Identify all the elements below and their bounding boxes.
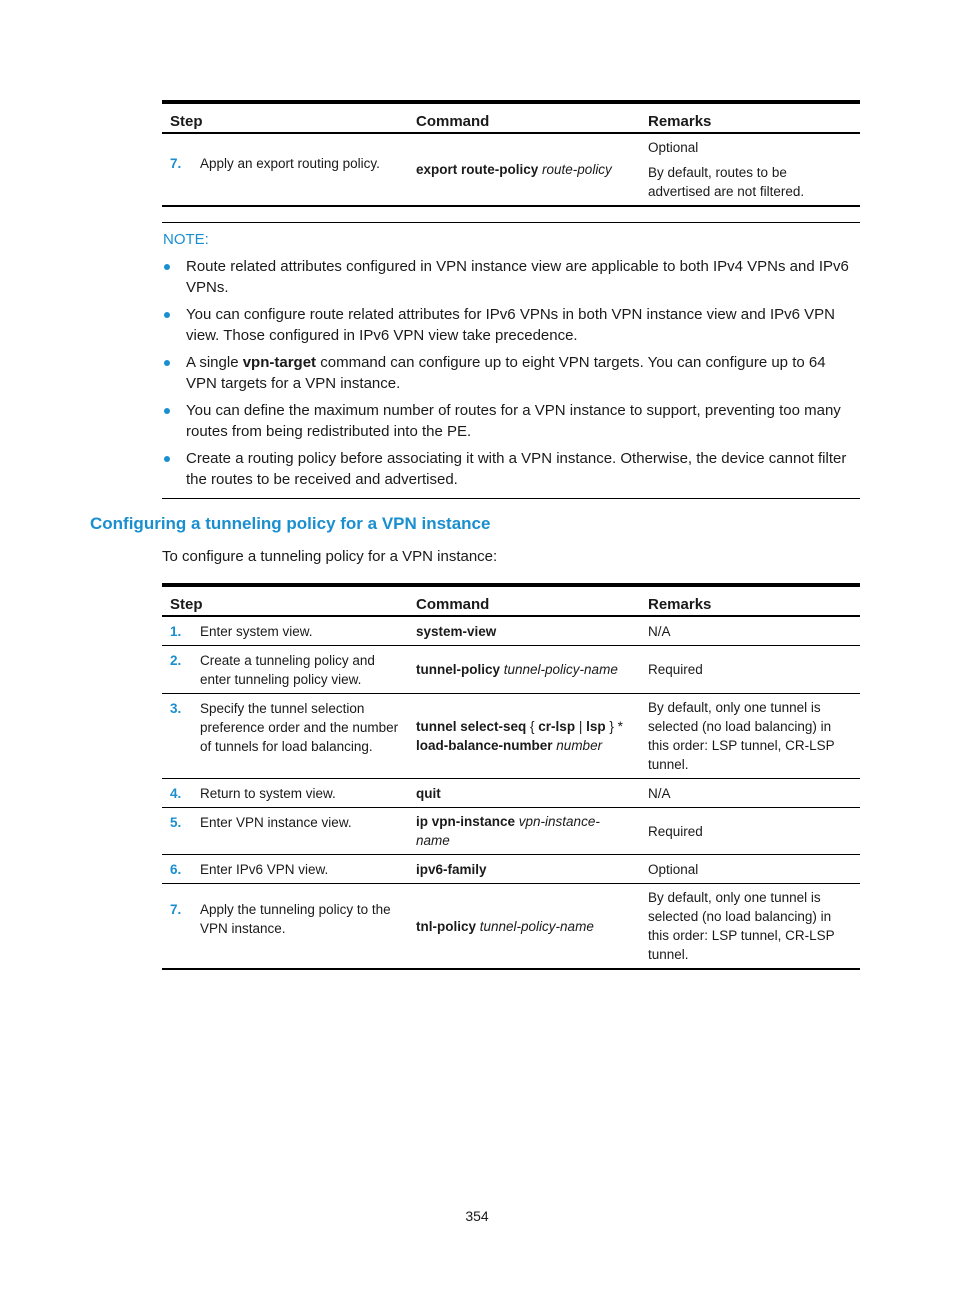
step-command <box>408 855 640 884</box>
note-box <box>162 222 860 499</box>
step-description: Specify the tunnel selection preference order and the number of tunnels for load balancing. <box>192 694 408 779</box>
step-remarks: Required <box>640 646 860 694</box>
remark-line: By default, routes to be advertised are not filtered. <box>648 165 805 199</box>
header-command: Command <box>408 585 640 616</box>
step-command <box>408 133 640 206</box>
note-keyword: vpn-target <box>242 354 317 371</box>
section-title: Configuring a tunneling policy for a VPN instance <box>90 514 491 533</box>
step-remarks: By default, only one tunnel is selected (no load balancing) in this order: LSP tunnel, CR-LSP tunnel. <box>640 694 860 779</box>
list-item <box>162 448 860 490</box>
page-number: 354 <box>465 1208 489 1224</box>
list-item <box>162 352 860 394</box>
table-row <box>162 779 860 808</box>
table-row <box>162 694 860 779</box>
command-keyword: lsp <box>586 719 606 734</box>
step-number: 5. <box>162 808 192 855</box>
step-command <box>408 808 640 855</box>
list-item <box>162 256 860 298</box>
export-policy-table <box>162 100 860 207</box>
step-description: Enter system view. <box>192 616 408 646</box>
bullet-icon <box>164 456 170 462</box>
command-keyword: cr-lsp <box>538 719 576 734</box>
step-remarks: N/A <box>640 779 860 808</box>
tunneling-policy-table <box>162 583 860 970</box>
command-keyword: ip vpn-instance <box>416 814 516 829</box>
note-text: You can configure route related attributes for IPv6 VPNs in both VPN instance view and IPv6 VPN view. Those configured in IPv6 VPN view take precedence. <box>186 306 835 344</box>
note-text: You can define the maximum number of routes for a VPN instance to support, preventing too many routes from being redistributed into the PE. <box>186 402 841 440</box>
list-item <box>162 400 860 442</box>
command-keyword: ipv6-family <box>416 861 487 877</box>
header-step: Step <box>162 102 408 133</box>
command-keyword: quit <box>416 785 441 801</box>
command-symbol: { <box>526 719 539 734</box>
step-number: 1. <box>162 616 192 646</box>
header-remarks: Remarks <box>640 585 860 616</box>
step-number: 2. <box>162 646 192 694</box>
step-description: Return to system view. <box>192 779 408 808</box>
command-argument: tunnel-policy-name <box>503 662 618 677</box>
step-number: 3. <box>162 694 192 779</box>
step-number: 6. <box>162 855 192 884</box>
step-description: Enter VPN instance view. <box>192 808 408 855</box>
table-row <box>162 646 860 694</box>
table-row <box>162 616 860 646</box>
step-remarks: By default, only one tunnel is selected (no load balancing) in this order: LSP tunnel, CR-LSP tunnel. <box>640 884 860 970</box>
table-header-row <box>162 585 860 616</box>
command-keyword: export route-policy <box>416 162 539 177</box>
step-command <box>408 779 640 808</box>
table-row <box>162 133 860 206</box>
table-row <box>162 855 860 884</box>
command-keyword: tnl-policy <box>416 918 476 934</box>
step-remarks: N/A <box>640 616 860 646</box>
step-command <box>408 616 640 646</box>
command-argument: number <box>556 738 603 753</box>
note-text: Create a routing policy before associating it with a VPN instance. Otherwise, the device cannot filter the routes to be received and advertised. <box>186 450 847 488</box>
header-command: Command <box>408 102 640 133</box>
header-remarks: Remarks <box>640 102 860 133</box>
bullet-icon <box>164 408 170 414</box>
step-number: 7. <box>162 884 192 970</box>
step-remarks <box>640 133 860 206</box>
note-label: NOTE: <box>163 231 209 248</box>
step-number: 7. <box>162 133 192 206</box>
note-text-pre: A single <box>186 354 243 371</box>
step-remarks: Required <box>640 808 860 855</box>
command-keyword: tunnel select-seq <box>416 719 527 734</box>
header-step: Step <box>162 585 408 616</box>
table-row <box>162 808 860 855</box>
table-row <box>162 884 860 970</box>
note-list <box>162 256 860 490</box>
command-keyword: tunnel-policy <box>416 662 500 677</box>
step-command <box>408 646 640 694</box>
command-argument: tunnel-policy-name <box>479 918 594 934</box>
section-intro: To configure a tunneling policy for a VPN instance: <box>162 548 498 565</box>
bullet-icon <box>164 312 170 318</box>
step-number: 4. <box>162 779 192 808</box>
note-text-post: command can configure up to eight VPN targets. You can configure up to 64 VPN targets for a VPN instance. <box>186 354 826 392</box>
command-argument: route-policy <box>542 162 612 177</box>
command-symbol: } * <box>605 719 623 734</box>
command-argument: vpn-instance-name <box>416 814 600 848</box>
step-command <box>408 884 640 970</box>
bullet-icon <box>164 264 170 270</box>
step-description: Apply an export routing policy. <box>192 133 408 206</box>
step-description: Enter IPv6 VPN view. <box>192 855 408 884</box>
command-keyword: load-balance-number <box>416 738 553 753</box>
step-description: Create a tunneling policy and enter tunneling policy view. <box>192 646 408 694</box>
remark-line: Optional <box>648 140 699 155</box>
command-symbol: | <box>575 719 587 734</box>
list-item <box>162 304 860 346</box>
step-command <box>408 694 640 779</box>
note-text: Route related attributes configured in VPN instance view are applicable to both IPv4 VPNs and IPv6 VPNs. <box>186 258 849 296</box>
step-description: Apply the tunneling policy to the VPN instance. <box>192 884 408 970</box>
table-header-row <box>162 102 860 133</box>
command-keyword: system-view <box>416 623 497 639</box>
bullet-icon <box>164 360 170 366</box>
step-remarks: Optional <box>640 855 860 884</box>
